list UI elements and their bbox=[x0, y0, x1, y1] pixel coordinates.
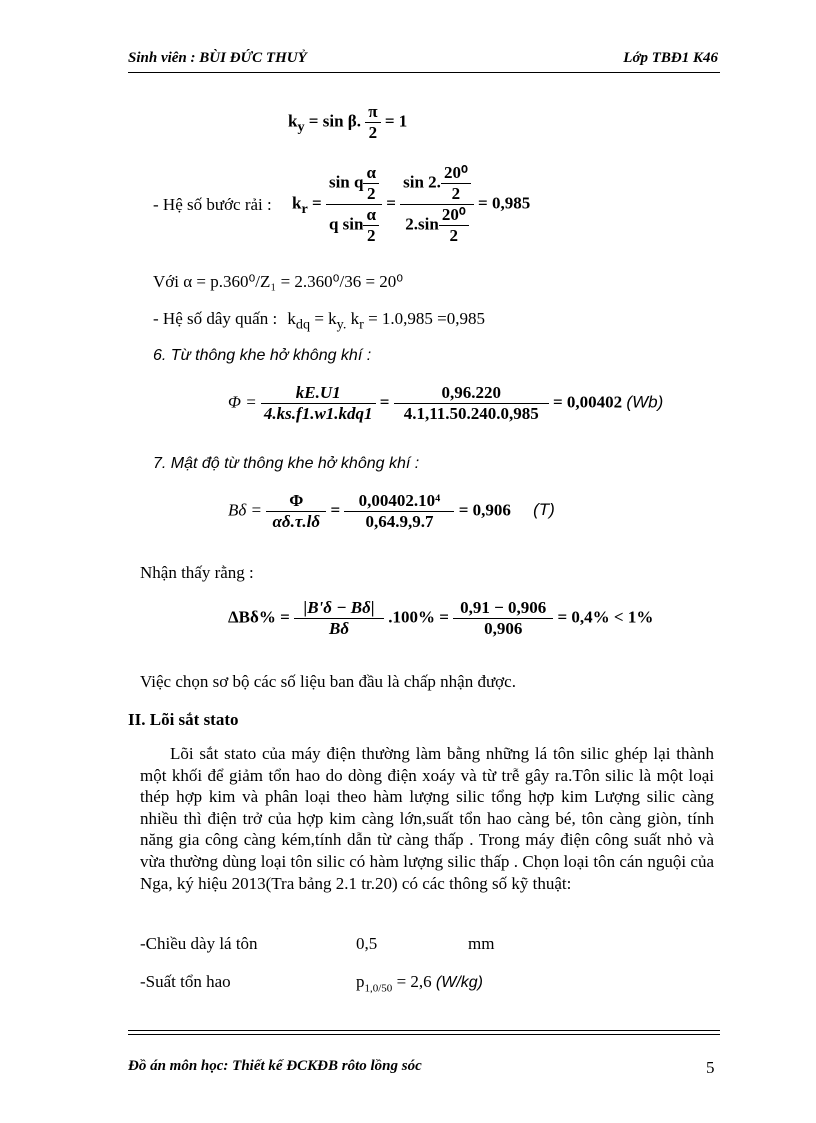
spec-unit-thickness: mm bbox=[468, 934, 495, 953]
conclusion: Việc chọn sơ bộ các số liệu ban đầu là chấp nhận được. bbox=[140, 672, 516, 691]
section-title: II. Lõi sắt stato bbox=[128, 710, 239, 729]
nhan-thay: Nhận thấy rằng : bbox=[140, 563, 254, 582]
formula-delta: ΔBδ% = $\frac{|B'\delta - B\delta|}{B\delta}$ .100% = $\frac{0,91 - 0,906}{0,906}$ = 0,4% < 1% bbox=[228, 598, 654, 638]
formula-ky: $k_y = \sin \beta$. $\frac{\pi}{2}$ = 1 bbox=[288, 102, 408, 142]
spec-label-loss: -Suất tổn hao bbox=[140, 972, 231, 991]
section-paragraph bbox=[140, 743, 714, 894]
formula-phi: Φ = $\frac{kE.U1}{\text{4.ks.f1.w1.kdq1}}$ = $\frac{0,96.220}{4.1,11.50.240.0,985}$ = 0,00402 (Wb) bbox=[228, 383, 664, 423]
heading-phi: 6. Từ thông khe hở không khí : bbox=[153, 347, 372, 364]
paragraph-text: Lõi sắt stato của máy điện thường làm bằng những lá tôn silic ghép lại thành một khối để giảm tổn hao do dòng điện xoáy và từ trễ gây ra.Tôn silic là một loại thép hợp kim và phân loại theo hàm lượng silic tổng hợp kim Lượng silic càng nhiều thì điện trở của hợp kim càng lớn,suất tổn hao càng bé, tôn càng giòn, tính năng gia công càng kém,tính dẫn từ càng thấp . Trong máy điện công suất nhỏ và vừa thường dùng loại tôn silic có hàm lượng silic thấp . Chọn loại tôn cán nguội của Nga, ký hiệu 2013(Tra bảng 2.1 tr.20) có các thông số kỹ thuật: bbox=[140, 744, 714, 893]
spec-value-loss: $p_{1,0/50} = 2,6$ (W/kg) bbox=[356, 972, 484, 995]
spec-value-thickness: 0,5 bbox=[356, 934, 378, 953]
footer-title: Đồ án môn học: Thiết kế ĐCKĐB rôto lồng sóc bbox=[128, 1058, 422, 1074]
page-number: 5 bbox=[706, 1058, 715, 1077]
header-class: Lớp TBĐ1 K46 bbox=[623, 50, 718, 66]
formula-kr: $k_r$ = sin q $\frac{\alpha}{2}$ q sin $\frac{\alpha}{2}$ = sin 2. $\frac{\text{20⁰}}{2}$ 2.sin $\frac{\text{20⁰}}{2}$ = 0,985 bbox=[292, 163, 531, 245]
alpha-line: Với α = p.360⁰/Z₁ = 2.360⁰/36 = 20⁰ bbox=[153, 272, 404, 291]
heading-b-delta: 7. Mật độ từ thông khe hở không khí : bbox=[153, 455, 420, 472]
header-student: Sinh viên : BÙI ĐỨC THUỶ bbox=[128, 50, 307, 66]
kr-label: - Hệ số bước rải : bbox=[153, 195, 272, 214]
formula-b-delta: Bδ = $\frac{\Phi}{\alpha\delta.\tau.l\delta}$ = $\frac{\text{0,00402.10⁴}}{0,64.9,9.7}$ = 0,906 (T) bbox=[228, 491, 555, 531]
footer-rule-1 bbox=[128, 1030, 720, 1031]
footer-rule-2 bbox=[128, 1034, 720, 1035]
kdq-line: - Hệ số dây quấn : $k_{dq} = k_{y.}$ $k_r = 1.0,985 =0,985$ bbox=[153, 309, 486, 333]
header-rule bbox=[128, 72, 720, 73]
spec-label-thickness: -Chiều dày lá tôn bbox=[140, 934, 258, 953]
